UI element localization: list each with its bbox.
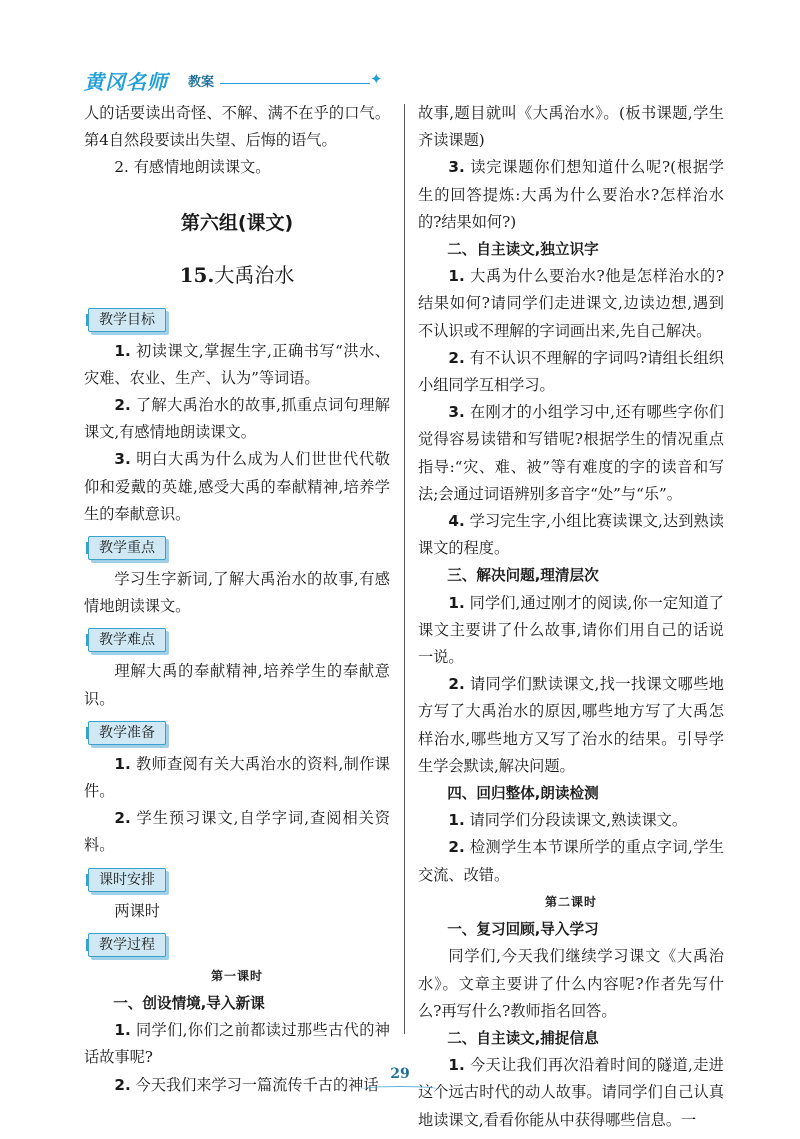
column-divider <box>404 104 405 1034</box>
step-text: 同学们,今天我们继续学习课文《大禹治水》。文章主要讲了什么内容呢?作者先写什么?再写什么?教师指名回答。 <box>418 947 724 1020</box>
key-text: 学习生字新词,了解大禹治水的故事,有感情地朗读课文。 <box>84 570 390 616</box>
period-heading: 第一课时 <box>210 968 263 983</box>
step-item: 3. 读完课题你们想知道什么呢?(根据学生的回答提炼:大禹为什么要治水?怎样治水的?结果如何?) <box>418 158 724 231</box>
section-label-process: 教学过程 <box>88 933 166 957</box>
header-rule <box>220 83 370 84</box>
left-column <box>84 100 390 1099</box>
prep-item: 2. 学生预习课文,自学字词,查阅相关资料。 <box>84 809 390 855</box>
step-item: 1. 大禹为什么要治水?他是怎样治水的?结果如何?请同学们走进课文,边读边想,遇到不认识或不理解的字词画出来,先自己解决。 <box>418 267 724 340</box>
brand-subtitle: 教案 <box>188 75 215 90</box>
step-item: 1. 同学们,通过刚才的阅读,你一定知道了课文主要讲了什么故事,请你们用自己的话说一说。 <box>418 593 724 667</box>
step-item: 4. 学习完生字,小组比赛读课文,达到熟读课文的程度。 <box>418 512 724 558</box>
continued-paragraph: 故事,题目就叫《大禹治水》。(板书课题,学生齐读课题) <box>418 104 724 150</box>
step-heading: 四、回归整体,朗读检测 <box>447 785 599 803</box>
step-item: 3. 在刚才的小组学习中,还有哪些字你们觉得容易读错和写错呢?根据学生的情况重点指导:“灾、难、被”等有难度的字的读音和写法;会通过词语辨别多音字“处”与“乐”。 <box>418 403 724 503</box>
goal-item: 3. 明白大禹为什么成为人们世世代代敬仰和爱戴的英雄,感受大禹的奉献精神,培养学生的奉献意识。 <box>84 450 390 523</box>
step-item: 1. 同学们,你们之前都读过那些古代的神话故事呢? <box>84 1021 390 1067</box>
section-label-goals: 教学目标 <box>88 308 166 332</box>
goal-item: 1. 初读课文,掌握生字,正确书写“洪水、灾难、农业、生产、认为”等词语。 <box>84 341 390 387</box>
intro-paragraph: 人的话要读出奇怪、不解、满不在乎的口气。第4自然段要读出失望、后悔的语气。 <box>84 104 390 150</box>
prep-item: 1. 教师查阅有关大禹治水的资料,制作课件。 <box>84 754 390 801</box>
step-heading: 一、复习回顾,导入学习 <box>447 921 599 939</box>
step-heading: 二、自主读文,独立识字 <box>447 241 599 259</box>
step-item: 1. 今天让我们再次沿着时间的隧道,走进这个远古时代的动人故事。请同学们自己认真地读课文,看看你能从中获得哪些信息。一 <box>418 1056 724 1129</box>
goal-item: 2. 了解大禹治水的故事,抓重点词句理解课文,有感情地朗读课文。 <box>84 396 390 442</box>
lesson-number: 15. <box>179 262 215 287</box>
step-heading: 三、解决问题,理清层次 <box>447 567 599 585</box>
page-number: 29 <box>390 1066 410 1082</box>
lesson-name: 大禹治水 <box>214 262 295 287</box>
schedule-text: 两课时 <box>114 901 160 920</box>
page-number-ornament <box>360 1086 440 1093</box>
section-label-schedule: 课时安排 <box>88 868 166 892</box>
difficulty-text: 理解大禹的奉献精神,培养学生的奉献意识。 <box>84 662 390 708</box>
right-column <box>418 100 724 1134</box>
brand-logo: 黄冈名师 <box>84 70 168 94</box>
step-item: 2. 有不认识不理解的字词吗?请组长组织小组同学互相学习。 <box>418 348 724 395</box>
step-item: 2. 请同学们默读课文,找一找课文哪些地方写了大禹治水的原因,哪些地方写了大禹怎样治水,哪些地方又写了治水的结果。引导学生学会默读,解决问题。 <box>418 675 724 775</box>
sparkle-icon: ✦ <box>370 70 383 88</box>
step-heading: 一、创设情境,导入新课 <box>113 995 265 1013</box>
section-label-key: 教学重点 <box>88 536 166 560</box>
page-header <box>84 66 414 96</box>
lesson-title <box>84 260 390 290</box>
step-item: 1. 请同学们分段读课文,熟读课文。 <box>448 811 688 830</box>
step-heading: 二、自主读文,捕捉信息 <box>447 1029 599 1047</box>
section-label-prep: 教学准备 <box>88 721 166 745</box>
section-label-difficulty: 教学难点 <box>88 628 166 652</box>
step-item: 2. 检测学生本节课所学的重点字词,学生交流、改错。 <box>418 838 724 884</box>
period-heading: 第二课时 <box>544 894 597 909</box>
step-item: 2. 今天我们来学习一篇流传千古的神话 <box>114 1075 379 1094</box>
group-title: 第六组(课文) <box>180 211 294 234</box>
intro-item: 2. 有感情地朗读课文。 <box>114 158 271 177</box>
